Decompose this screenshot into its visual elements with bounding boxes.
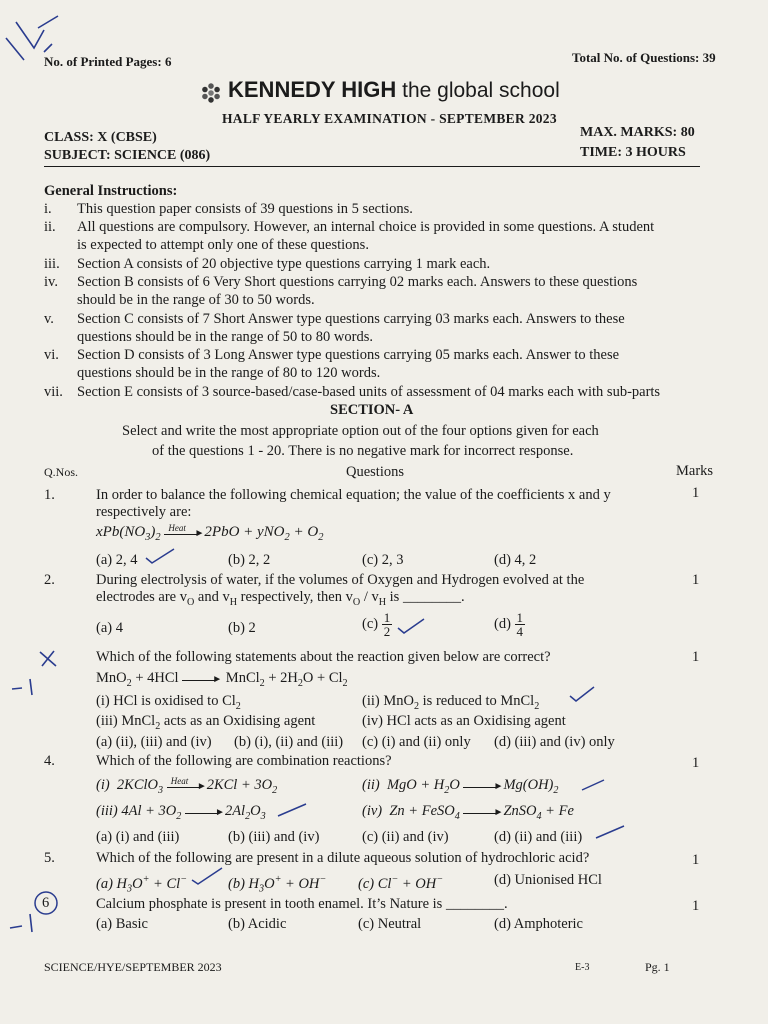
question-number: 2.	[44, 572, 55, 588]
option-b: (b) (iii) and (iv)	[228, 829, 320, 845]
option-a: (a) (ii), (iii) and (iv)	[96, 734, 212, 750]
instr-num: vi.	[44, 347, 59, 363]
statement: (iv) HCl acts as an Oxidising agent	[362, 713, 566, 729]
option-c: (c) $\frac{1}{2}$	[362, 610, 391, 639]
time-label: TIME: 3 HOURS	[580, 145, 686, 160]
option-d: (d) $\frac{1}{4}$	[494, 610, 524, 639]
subject-label: SUBJECT: SCIENCE (086)	[44, 148, 211, 163]
question-mark: 1	[692, 649, 700, 665]
question-mark: 1	[692, 852, 700, 868]
option-d: (d) Unionised HCl	[494, 872, 602, 888]
pen-minus-one-icon	[10, 675, 40, 699]
instr-num: v.	[44, 311, 54, 327]
instr-text: Section E consists of 3 source-based/case-based units of assessment of 04 marks each with sub-parts	[77, 384, 661, 400]
option-a: (a) Basic	[96, 916, 148, 932]
school-logo	[198, 77, 560, 104]
option-c: (c) (ii) and (iv)	[362, 829, 449, 845]
pen-tick-icon	[568, 684, 596, 704]
instr-text: Section D consists of 3 Long Answer type questions carrying 05 marks each. Answer to these	[77, 347, 620, 363]
instr-text: Section C consists of 7 Short Answer type questions carrying 03 marks each. Answers to these	[77, 311, 625, 327]
option-c: (c) Cl− + OH−	[358, 874, 444, 892]
statement: (iii) MnCl$_2$ acts as an Oxidising agent	[96, 713, 316, 732]
option-d: (d) (ii) and (iii)	[494, 829, 583, 845]
pen-tick-icon	[580, 776, 606, 796]
instr-text: Section B consists of 6 Very Short questions carrying 02 marks each. Answers to these questions	[77, 274, 638, 290]
footer-set: E-3	[575, 962, 590, 973]
option-b: (b) 2, 2	[228, 552, 271, 568]
instr-text-cont: is expected to attempt only one of these questions.	[77, 237, 369, 253]
reaction-arrow-icon: Heat ►	[164, 527, 204, 539]
reaction-ii: (ii) MgO + $H_2O$ ► $Mg(OH)_2$	[362, 777, 559, 796]
question-number: 4.	[44, 753, 55, 769]
pen-tick-icon	[396, 616, 426, 636]
school-name-rest: the global school	[396, 79, 560, 102]
question-text: During electrolysis of water, if the volumes of Oxygen and Hydrogen evolved at the	[96, 572, 585, 588]
reaction-i: (i) 2KClO$_3$ Heat ► $2KCl + 3O_2$	[96, 775, 278, 796]
pen-tick-icon	[190, 864, 224, 886]
header-divider	[44, 166, 700, 167]
instr-num: i.	[44, 201, 52, 217]
option-a: (a) (i) and (iii)	[96, 829, 180, 845]
instructions-heading: General Instructions:	[44, 183, 178, 199]
instr-num: iv.	[44, 274, 58, 290]
question-mark: 1	[692, 755, 700, 771]
class-label: CLASS: X (CBSE)	[44, 130, 157, 145]
option-a: (a) $H_3O^+ + Cl^-$	[96, 874, 187, 895]
col-header-questions: Questions	[346, 464, 404, 480]
q1-equation: $xPb(NO_3)_2$ Heat ► $2PbO + yNO_2 + O_2$	[96, 522, 324, 543]
pen-cross-icon	[34, 648, 64, 670]
pen-tick-icon	[276, 800, 308, 822]
reaction-arrow-icon: ►	[463, 806, 503, 818]
fraction: $\frac{1}{2}$	[383, 610, 391, 639]
col-header-qnos: Q.Nos.	[44, 465, 79, 479]
option-a: (a) 2, 4	[96, 552, 138, 568]
reaction-arrow-icon: ►	[182, 673, 222, 685]
section-title: SECTION- A	[330, 402, 414, 418]
option-b: (b) $H_3O^+ + OH^-$	[228, 874, 327, 895]
exam-title: HALF YEARLY EXAMINATION - SEPTEMBER 2023	[222, 111, 557, 126]
question-text: In order to balance the following chemical equation; the value of the coefficients x and y	[96, 487, 611, 503]
instr-num: ii.	[44, 219, 56, 235]
statement: (ii) MnO$_2$ is reduced to MnCl$_2$	[362, 693, 540, 712]
instr-text-cont: questions should be in the range of 50 to 80 words.	[77, 329, 374, 345]
question-text: Which of the following statements about the reaction given below are correct?	[96, 649, 551, 665]
instr-text: Section A consists of 20 objective type questions carrying 1 mark each.	[77, 256, 491, 272]
question-number: 1.	[44, 487, 55, 503]
fraction: $\frac{1}{4}$	[516, 610, 524, 639]
col-header-marks: Marks	[676, 463, 714, 479]
question-mark: 1	[692, 485, 700, 501]
question-text-cont: respectively are:	[96, 504, 192, 520]
pen-minus-one-icon	[8, 910, 38, 934]
option-d: (d) 4, 2	[494, 552, 537, 568]
instr-num: vii.	[44, 384, 63, 400]
option-c: (c) 2, 3	[362, 552, 404, 568]
option-b: (b) 2	[228, 620, 256, 636]
school-logo-icon	[198, 82, 224, 104]
option-d: (d) (iii) and (iv) only	[494, 734, 615, 750]
footer-code: SCIENCE/HYE/SEPTEMBER 2023	[44, 960, 222, 974]
question-mark: 1	[692, 572, 700, 588]
reaction-iii: (iii) $4Al + 3O_2$ ► $2Al_2O_3$	[96, 803, 266, 822]
page-number: Pg. 1	[645, 960, 670, 974]
instr-text: All questions are compulsory. However, an internal choice is provided in some questions. A student	[77, 219, 655, 235]
max-marks: MAX. MARKS: 80	[580, 125, 695, 140]
instr-num: iii.	[44, 256, 60, 272]
section-intro: Select and write the most appropriate option out of the four options given for each	[122, 423, 599, 439]
option-b: (b) Acidic	[228, 916, 287, 932]
question-mark: 1	[692, 898, 700, 914]
reaction-arrow-icon: ►	[185, 806, 225, 818]
reaction-arrow-icon: Heat ►	[167, 780, 207, 792]
reaction-iv: (iv) Zn + FeSO$_4$ ► ZnSO$_4$ + Fe	[362, 803, 574, 822]
option-b: (b) (i), (ii) and (iii)	[234, 734, 344, 750]
instr-text-cont: questions should be in the range of 80 to 120 words.	[77, 365, 381, 381]
total-questions: Total No. of Questions: 39	[572, 50, 716, 65]
option-a: (a) 4	[96, 620, 123, 636]
question-text: Which of the following are present in a dilute aqueous solution of hydrochloric acid?	[96, 850, 590, 866]
instr-text: This question paper consists of 39 questions in 5 sections.	[77, 201, 413, 217]
option-c: (c) (i) and (ii) only	[362, 734, 471, 750]
statement: (i) HCl is oxidised to $Cl_2$	[96, 693, 241, 712]
section-intro-cont: of the questions 1 - 20. There is no negative mark for incorrect response.	[152, 443, 574, 459]
question-text: Calcium phosphate is present in tooth enamel. It’s Nature is ________.	[96, 896, 508, 912]
question-text: Which of the following are combination reactions?	[96, 753, 392, 769]
pen-tick-icon	[144, 546, 176, 566]
option-d: (d) Amphoteric	[494, 916, 583, 932]
school-name-bold: KENNEDY HIGH	[228, 77, 397, 102]
printed-pages: No. of Printed Pages: 6	[44, 54, 172, 69]
question-number: 5.	[44, 850, 55, 866]
pen-tick-icon	[594, 822, 626, 842]
option-c: (c) Neutral	[358, 916, 422, 932]
reaction-arrow-icon: ►	[463, 780, 503, 792]
question-text-cont: electrodes are $v_O$ and $v_H$ respectively, then $v_O / v_H$ is ________.	[96, 589, 465, 608]
question-number: 6	[42, 895, 50, 911]
q3-equation: MnO$_2$ + 4HCl ► MnCl$_2$ + $2H_2O + Cl_2$	[96, 670, 348, 689]
instr-text-cont: should be in the range of 30 to 50 words.	[77, 292, 315, 308]
